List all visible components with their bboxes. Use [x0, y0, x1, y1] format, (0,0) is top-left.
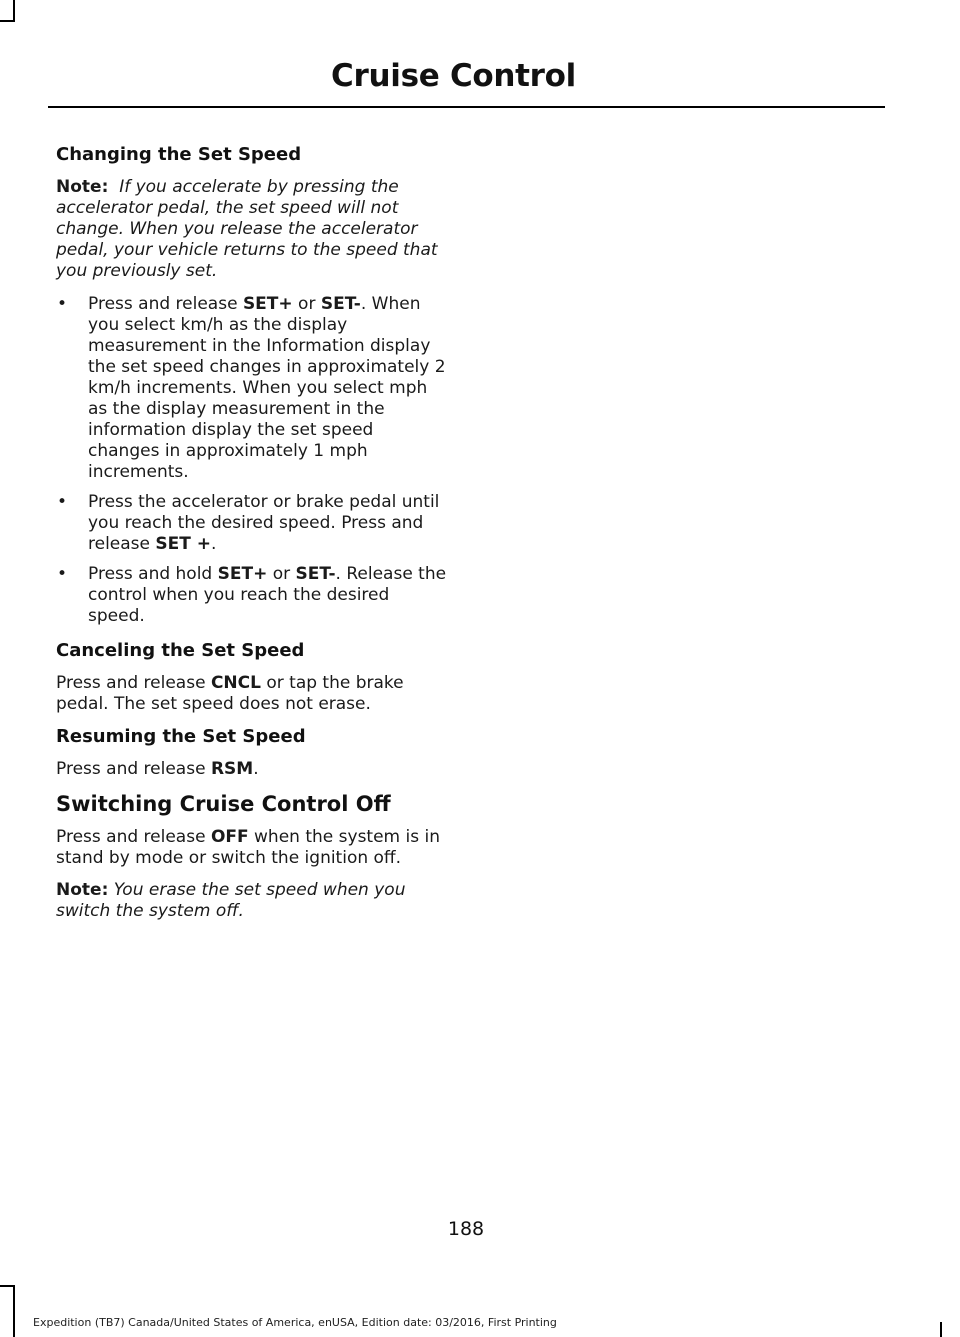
list-item-text: .	[211, 534, 217, 554]
bullet-marker: •	[57, 492, 68, 512]
control-label-set-minus: SET-	[320, 294, 361, 314]
switching-cruise-control-off-heading: Switching Cruise Control Off	[56, 792, 391, 816]
footer-edition-info: Expedition (TB7) Canada/United States of America, enUSA, Edition date: 03/2016, First Printing	[33, 1316, 557, 1329]
control-label-cncl: CNCL	[210, 673, 261, 693]
resuming-set-speed-heading: Resuming the Set Speed	[56, 726, 306, 747]
list-item	[56, 492, 448, 555]
list-item-text: Press and release	[88, 294, 243, 314]
paragraph-text: Press and release	[56, 827, 211, 847]
note-text: You erase the set speed when you switch the system off.	[56, 880, 406, 921]
control-label-off: OFF	[210, 827, 249, 847]
resuming-set-speed-text	[56, 759, 448, 780]
list-item-text: Press and hold	[88, 564, 218, 584]
bullet-marker: •	[57, 294, 68, 314]
switching-off-text	[56, 827, 448, 869]
list-item-text: or	[292, 294, 321, 314]
header-rule	[48, 106, 885, 108]
switching-off-note	[56, 880, 448, 922]
note-text: If you accelerate by pressing the accelerator pedal, the set speed will not change. When you release the accelerator pedal, your vehicle returns to the speed that you previously set.	[56, 177, 438, 281]
paragraph-text: or tap the brake pedal. The set speed does not erase.	[56, 673, 404, 714]
control-label-set-plus: SET+	[217, 564, 268, 584]
changing-set-speed-note	[56, 177, 448, 282]
note-label: Note:	[56, 880, 109, 900]
control-label-set-minus: SET-	[295, 564, 336, 584]
crop-mark-bottom-left-vertical	[13, 1285, 15, 1337]
list-item-text: . Release the control when you reach the desired speed.	[88, 564, 447, 626]
list-item-text: or	[267, 564, 296, 584]
control-label-set-plus: SET +	[155, 534, 212, 554]
page-number: 188	[447, 1218, 485, 1240]
canceling-set-speed-text	[56, 673, 448, 715]
changing-set-speed-list	[56, 294, 448, 627]
page-header-title: Cruise Control	[331, 58, 576, 94]
paragraph-text: Press and release	[56, 759, 211, 779]
canceling-set-speed-heading: Canceling the Set Speed	[56, 640, 305, 661]
list-item	[56, 294, 448, 483]
crop-mark-top-left-horizontal	[0, 20, 15, 22]
crop-mark-top-left-vertical	[13, 0, 15, 22]
list-item-text: . When you select km/h as the display measurement in the Information display the set speed changes in approximately 2 km/h increments. When you select mph as the display measurement in the information display the set speed changes in approximately 1 mph increments.	[88, 294, 446, 482]
note-label: Note:	[56, 177, 109, 197]
list-item-text: Press the accelerator or brake pedal until you reach the desired speed. Press and release	[88, 492, 440, 554]
paragraph-text: when the system is in stand by mode or switch the ignition off.	[56, 827, 440, 868]
crop-mark-bottom-right-vertical	[940, 1322, 942, 1337]
main-content	[56, 144, 448, 934]
control-label-rsm: RSM	[210, 759, 254, 779]
changing-set-speed-heading: Changing the Set Speed	[56, 144, 302, 165]
list-item	[56, 564, 448, 627]
paragraph-text: .	[253, 759, 259, 779]
crop-mark-bottom-left-horizontal	[0, 1285, 15, 1287]
bullet-marker: •	[57, 564, 68, 584]
control-label-set-plus: SET+	[242, 294, 293, 314]
paragraph-text: Press and release	[56, 673, 211, 693]
